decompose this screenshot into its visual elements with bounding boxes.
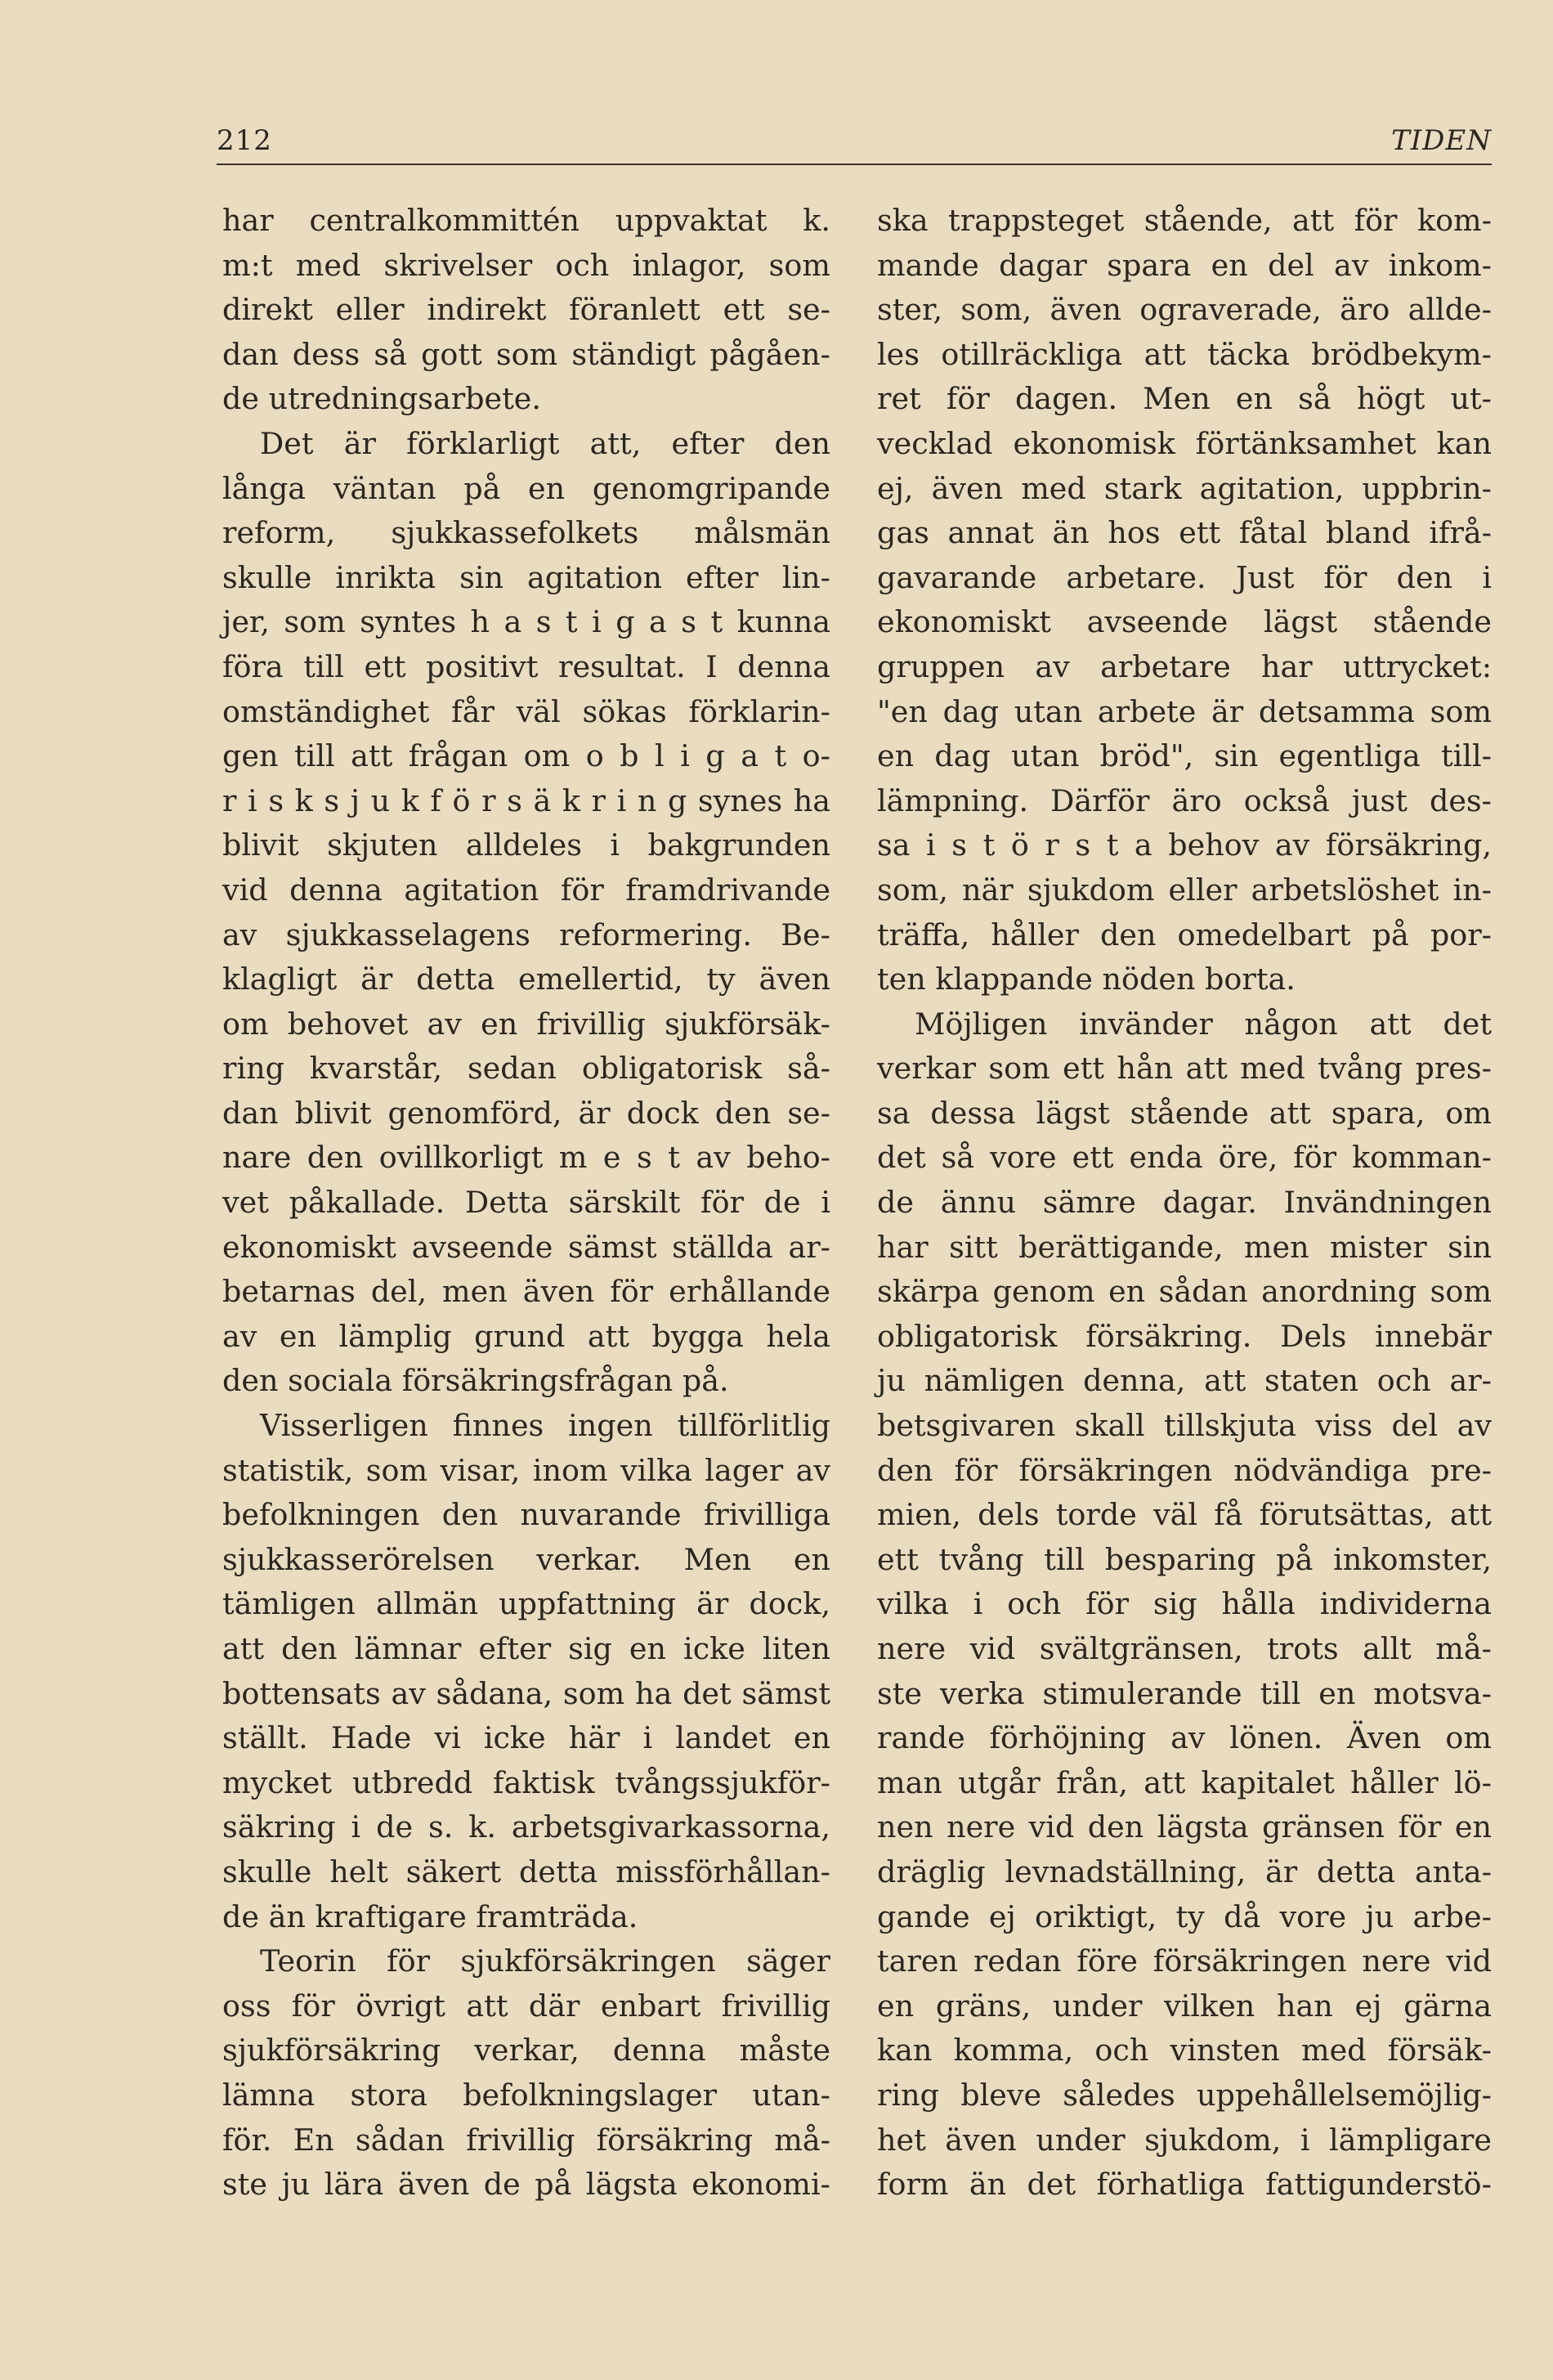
text-line: vecklad ekonomisk förtänksamhet kan	[877, 425, 1492, 461]
text-line: kan komma, och vinsten med försäk-	[877, 2033, 1492, 2068]
text-line: "en dag utan arbete är detsamma som	[877, 693, 1492, 729]
text-line: ställt. Hade vi icke här i landet en	[222, 1720, 830, 1756]
text-line: sjukförsäkring verkar, denna måste	[222, 2033, 830, 2068]
text-line: rande förhöjning av lönen. Även om	[877, 1720, 1492, 1756]
text-line: ska trappsteget stående, att för kom-	[877, 203, 1492, 238]
text-line: verkar som ett hån att med tvång pres-	[877, 1051, 1492, 1087]
text-line: ju nämligen denna, att staten och ar-	[877, 1363, 1492, 1399]
text-line: Visserligen finnes ingen tillförlitlig	[260, 1408, 830, 1444]
text-line: r i s k s j u k f ö r s ä k r i n g synes ha	[222, 782, 830, 818]
text-line: direkt eller indirekt föranlett ett se-	[222, 292, 830, 328]
text-line: har centralkommittén uppvaktat k.	[222, 203, 830, 238]
text-line: het även under sjukdom, i lämpligare	[877, 2122, 1492, 2158]
text-line: klagligt är detta emellertid, ty även	[222, 961, 830, 997]
text-line: gavarande arbetare. Just för den i	[877, 559, 1492, 595]
text-line: befolkningen den nuvarande frivilliga	[222, 1497, 830, 1533]
text-line: dräglig levnadställning, är detta anta-	[877, 1853, 1492, 1889]
text-line: betsgivaren skall tillskjuta viss del av	[877, 1408, 1492, 1444]
text-line: av sjukkasselagens reformering. Be-	[222, 917, 830, 952]
text-line: en dag utan bröd", sin egentliga till-	[877, 738, 1492, 774]
text-line: den för försäkringen nödvändiga pre-	[877, 1452, 1492, 1488]
text-line: de än kraftigare framträda.	[222, 1898, 638, 1934]
left-column	[222, 199, 830, 2207]
text-line: de ännu sämre dagar. Invändningen	[877, 1185, 1492, 1221]
text-line: ej, även med stark agitation, uppbrin-	[877, 470, 1492, 506]
text-line: att den lämnar efter sig en icke liten	[222, 1631, 830, 1666]
text-line: ekonomiskt avseende sämst ställda ar-	[222, 1229, 830, 1265]
text-line: dan dess så gott som ständigt pågåen-	[222, 336, 830, 372]
text-line: det så vore ett enda öre, för komman-	[877, 1140, 1492, 1176]
text-line: ret för dagen. Men en så högt ut-	[877, 381, 1492, 417]
text-line: vilka i och för sig hålla individerna	[877, 1586, 1492, 1622]
text-line: mycket utbredd faktisk tvångssjukför-	[222, 1764, 830, 1800]
text-line: mande dagar spara en del av inkom-	[877, 247, 1492, 283]
text-line: vid denna agitation för framdrivande	[222, 872, 830, 908]
text-line: träffa, håller den omedelbart på por-	[877, 917, 1492, 952]
text-line: lämpning. Därför äro också just des-	[877, 782, 1492, 818]
text-line: ste verka stimulerande till en motsva-	[877, 1675, 1492, 1711]
text-line: för. En sådan frivillig försäkring må-	[222, 2122, 830, 2158]
text-line: skärpa genom en sådan anordning som	[877, 1274, 1492, 1310]
text-line: om behovet av en frivillig sjukförsäk-	[222, 1006, 830, 1042]
right-column	[877, 199, 1492, 2207]
text-line: en gräns, under vilken han ej gärna	[877, 1988, 1492, 2024]
text-line: dan blivit genomförd, är dock den se-	[222, 1095, 830, 1131]
text-line: Teorin för sjukförsäkringen säger	[260, 1943, 830, 1979]
journal-title: TIDEN	[1391, 124, 1492, 157]
page-number: 212	[217, 124, 272, 157]
text-line: ett tvång till besparing på inkomster,	[877, 1541, 1492, 1577]
text-line: har sitt berättigande, men mister sin	[877, 1229, 1492, 1265]
text-line: nare den ovillkorligt m e s t av beho-	[222, 1140, 830, 1176]
text-line: sa i s t ö r s t a behov av försäkring,	[877, 827, 1492, 863]
text-line: ring kvarstår, sedan obligatorisk så-	[222, 1051, 830, 1087]
text-line: man utgår från, att kapitalet håller lö-	[877, 1764, 1492, 1800]
text-line: skulle helt säkert detta missförhållan-	[222, 1853, 830, 1889]
text-line: den sociala försäkringsfrågan på.	[222, 1363, 729, 1399]
text-line: tämligen allmän uppfattning är dock,	[222, 1586, 830, 1622]
text-line: de utredningsarbete.	[222, 381, 541, 417]
text-line: ekonomiskt avseende lägst stående	[877, 604, 1492, 640]
text-line: ster, som, även ograverade, äro allde-	[877, 292, 1492, 328]
text-line: av en lämplig grund att bygga hela	[222, 1318, 830, 1354]
text-line: säkring i de s. k. arbetsgivarkassorna,	[222, 1809, 830, 1845]
text-line: betarnas del, men även för erhållande	[222, 1274, 830, 1310]
text-line: m:t med skrivelser och inlagor, som	[222, 247, 830, 283]
text-line: gas annat än hos ett fåtal bland ifrå-	[877, 515, 1492, 551]
text-line: mien, dels torde väl få förutsättas, att	[877, 1497, 1492, 1533]
text-line: form än det förhatliga fattigunderstö-	[877, 2167, 1492, 2203]
text-line: taren redan före försäkringen nere vid	[877, 1943, 1492, 1979]
text-line: Möjligen invänder någon att det	[915, 1006, 1492, 1042]
text-line: Det är förklarligt att, efter den	[260, 425, 830, 461]
text-line: sa dessa lägst stående att spara, om	[877, 1095, 1492, 1131]
text-line: oss för övrigt att där enbart frivillig	[222, 1988, 830, 2024]
text-line: ste ju lära även de på lägsta ekonomi-	[222, 2167, 830, 2203]
text-line: föra till ett positivt resultat. I denna	[222, 648, 830, 684]
text-line: statistik, som visar, inom vilka lager av	[222, 1452, 830, 1488]
text-line: gande ej oriktigt, ty då vore ju arbe-	[877, 1898, 1492, 1934]
text-line: sjukkasserörelsen verkar. Men en	[222, 1541, 830, 1577]
text-line: obligatorisk försäkring. Dels innebär	[877, 1318, 1492, 1354]
text-line: bottensats av sådana, som ha det sämst	[222, 1675, 830, 1711]
text-line: ten klappande nöden borta.	[877, 961, 1296, 997]
text-line: blivit skjuten alldeles i bakgrunden	[222, 827, 830, 863]
text-line: gen till att frågan om o b l i g a t o-	[222, 738, 830, 774]
text-line: les otillräckliga att täcka brödbekym-	[877, 336, 1492, 372]
text-line: reform, sjukkassefolkets målsmän	[222, 515, 830, 551]
text-line: skulle inrikta sin agitation efter lin-	[222, 559, 830, 595]
text-line: ring bleve således uppehållelsemöjlig-	[877, 2077, 1492, 2113]
text-line: omständighet får väl sökas förklarin-	[222, 693, 830, 729]
text-line: nere vid svältgränsen, trots allt må-	[877, 1631, 1492, 1666]
text-line: nen nere vid den lägsta gränsen för en	[877, 1809, 1492, 1845]
text-line: jer, som syntes h a s t i g a s t kunna	[222, 604, 830, 640]
text-line: lämna stora befolkningslager utan-	[222, 2077, 830, 2113]
running-header	[217, 123, 1492, 165]
text-line: gruppen av arbetare har uttrycket:	[877, 648, 1492, 684]
text-line: vet påkallade. Detta särskilt för de i	[222, 1185, 830, 1221]
text-line: som, när sjukdom eller arbetslöshet in-	[877, 872, 1492, 908]
text-line: långa väntan på en genomgripande	[222, 470, 830, 506]
